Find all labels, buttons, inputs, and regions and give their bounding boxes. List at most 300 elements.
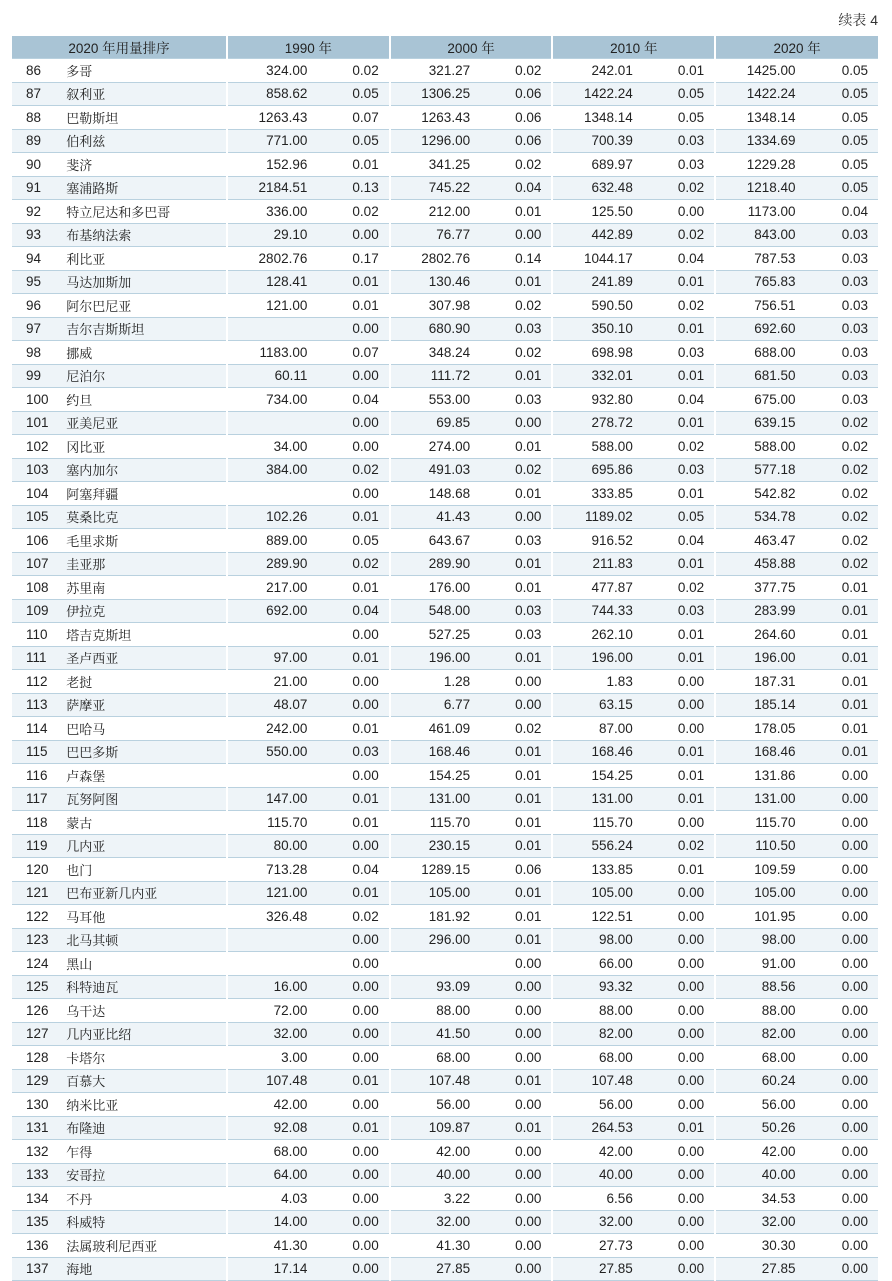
cell-country: 科特迪瓦 <box>56 975 227 999</box>
cell-2020-share: 0.00 <box>804 787 878 811</box>
header-2000: 2000 年 <box>390 36 553 59</box>
table-row <box>12 247 878 271</box>
cell-1990-value: 771.00 <box>227 129 315 153</box>
cell-country: 安哥拉 <box>56 1163 227 1187</box>
cell-1990-value: 32.00 <box>227 1022 315 1046</box>
cell-2020-value: 588.00 <box>715 435 803 459</box>
cell-rank: 109 <box>12 599 56 623</box>
cell-rank: 103 <box>12 458 56 482</box>
cell-2010-value: 477.87 <box>552 576 640 600</box>
cell-2020-value: 185.14 <box>715 693 803 717</box>
cell-2010-share: 0.00 <box>641 1163 715 1187</box>
cell-1990-share: 0.02 <box>315 552 389 576</box>
cell-1990-share: 0.00 <box>315 764 389 788</box>
table-row <box>12 176 878 200</box>
cell-country: 吉尔吉斯斯坦 <box>56 317 227 341</box>
cell-2000-value: 56.00 <box>390 1093 478 1117</box>
cell-1990-share: 0.00 <box>315 364 389 388</box>
cell-1990-value: 121.00 <box>227 881 315 905</box>
cell-1990-share: 0.00 <box>315 975 389 999</box>
cell-2010-share: 0.00 <box>641 717 715 741</box>
cell-1990-value: 72.00 <box>227 999 315 1023</box>
cell-country: 科威特 <box>56 1210 227 1234</box>
cell-1990-value: 128.41 <box>227 270 315 294</box>
cell-country: 乍得 <box>56 1140 227 1164</box>
table-row <box>12 1210 878 1234</box>
cell-2000-value: 41.43 <box>390 505 478 529</box>
cell-1990-value: 34.00 <box>227 435 315 459</box>
cell-2010-value: 350.10 <box>552 317 640 341</box>
table-row <box>12 740 878 764</box>
table-row <box>12 59 878 83</box>
cell-2010-share: 0.00 <box>641 693 715 717</box>
cell-country: 黑山 <box>56 952 227 976</box>
cell-2010-share: 0.00 <box>641 1093 715 1117</box>
cell-2000-value: 40.00 <box>390 1163 478 1187</box>
cell-2010-share: 0.00 <box>641 1022 715 1046</box>
cell-2020-value: 42.00 <box>715 1140 803 1164</box>
cell-2020-share: 0.00 <box>804 1093 878 1117</box>
cell-2010-share: 0.05 <box>641 82 715 106</box>
cell-2000-value: 6.77 <box>390 693 478 717</box>
cell-2000-share: 0.01 <box>478 646 552 670</box>
cell-2010-value: 56.00 <box>552 1093 640 1117</box>
cell-2000-share: 0.01 <box>478 1116 552 1140</box>
table-row <box>12 717 878 741</box>
cell-1990-share: 0.07 <box>315 106 389 130</box>
cell-country: 布基纳法索 <box>56 223 227 247</box>
cell-1990-value: 889.00 <box>227 529 315 553</box>
cell-2010-share: 0.01 <box>641 1116 715 1140</box>
cell-2010-share: 0.01 <box>641 740 715 764</box>
cell-1990-value: 29.10 <box>227 223 315 247</box>
cell-1990-value: 80.00 <box>227 834 315 858</box>
cell-rank: 114 <box>12 717 56 741</box>
cell-2000-share: 0.01 <box>478 576 552 600</box>
cell-1990-share: 0.00 <box>315 952 389 976</box>
cell-1990-share: 0.02 <box>315 59 389 83</box>
cell-country: 北马其顿 <box>56 928 227 952</box>
cell-country: 卢森堡 <box>56 764 227 788</box>
table-row <box>12 505 878 529</box>
cell-2010-value: 125.50 <box>552 200 640 224</box>
cell-2010-share: 0.03 <box>641 599 715 623</box>
cell-2010-value: 744.33 <box>552 599 640 623</box>
table-row <box>12 834 878 858</box>
cell-2000-share: 0.00 <box>478 1210 552 1234</box>
cell-country: 尼泊尔 <box>56 364 227 388</box>
cell-2020-share: 0.01 <box>804 693 878 717</box>
header-2020: 2020 年 <box>715 36 878 59</box>
cell-2000-share: 0.00 <box>478 1140 552 1164</box>
table-row <box>12 1163 878 1187</box>
cell-2010-share: 0.02 <box>641 435 715 459</box>
cell-2010-share: 0.01 <box>641 646 715 670</box>
table-row <box>12 975 878 999</box>
cell-country: 也门 <box>56 858 227 882</box>
cell-2000-value: 296.00 <box>390 928 478 952</box>
table-row <box>12 294 878 318</box>
table-row <box>12 82 878 106</box>
cell-2020-share: 0.03 <box>804 317 878 341</box>
cell-country: 亚美尼亚 <box>56 411 227 435</box>
cell-2010-value: 332.01 <box>552 364 640 388</box>
cell-2000-value: 131.00 <box>390 787 478 811</box>
cell-2020-value: 131.86 <box>715 764 803 788</box>
cell-2020-share: 0.01 <box>804 599 878 623</box>
cell-2020-share: 0.03 <box>804 388 878 412</box>
cell-2020-share: 0.02 <box>804 529 878 553</box>
cell-1990-value: 858.62 <box>227 82 315 106</box>
cell-2010-value: 590.50 <box>552 294 640 318</box>
cell-1990-share: 0.01 <box>315 1116 389 1140</box>
table-row <box>12 576 878 600</box>
table-row <box>12 764 878 788</box>
cell-2010-value: 242.01 <box>552 59 640 83</box>
cell-2020-share: 0.00 <box>804 1116 878 1140</box>
cell-2020-value: 115.70 <box>715 811 803 835</box>
cell-1990-share: 0.13 <box>315 176 389 200</box>
cell-2010-share: 0.05 <box>641 106 715 130</box>
cell-1990-share: 0.00 <box>315 623 389 647</box>
cell-rank: 118 <box>12 811 56 835</box>
cell-2020-share: 0.02 <box>804 552 878 576</box>
cell-country: 瓦努阿图 <box>56 787 227 811</box>
table-row <box>12 129 878 153</box>
cell-2020-share: 0.01 <box>804 576 878 600</box>
cell-2000-value: 745.22 <box>390 176 478 200</box>
cell-2000-value: 1289.15 <box>390 858 478 882</box>
cell-2020-value: 765.83 <box>715 270 803 294</box>
cell-rank: 97 <box>12 317 56 341</box>
cell-2010-value: 632.48 <box>552 176 640 200</box>
cell-country: 百慕大 <box>56 1069 227 1093</box>
cell-rank: 126 <box>12 999 56 1023</box>
cell-1990-value: 48.07 <box>227 693 315 717</box>
cell-2010-share: 0.01 <box>641 787 715 811</box>
cell-1990-value: 713.28 <box>227 858 315 882</box>
cell-1990-value: 68.00 <box>227 1140 315 1164</box>
cell-1990-value: 17.14 <box>227 1257 315 1281</box>
cell-2000-share: 0.06 <box>478 129 552 153</box>
cell-2000-share: 0.03 <box>478 529 552 553</box>
cell-rank: 133 <box>12 1163 56 1187</box>
cell-2000-share: 0.03 <box>478 388 552 412</box>
cell-2000-share: 0.01 <box>478 482 552 506</box>
cell-2000-share: 0.00 <box>478 1163 552 1187</box>
cell-2000-value: 3.22 <box>390 1187 478 1211</box>
cell-2000-value: 93.09 <box>390 975 478 999</box>
cell-2010-value: 105.00 <box>552 881 640 905</box>
cell-rank: 87 <box>12 82 56 106</box>
cell-2010-value: 333.85 <box>552 482 640 506</box>
cell-2020-share: 0.05 <box>804 176 878 200</box>
cell-2020-share: 0.00 <box>804 1234 878 1258</box>
cell-2000-share: 0.06 <box>478 106 552 130</box>
cell-2010-share: 0.03 <box>641 153 715 177</box>
cell-rank: 99 <box>12 364 56 388</box>
cell-2010-value: 700.39 <box>552 129 640 153</box>
cell-2010-share: 0.01 <box>641 270 715 294</box>
cell-2000-value: 88.00 <box>390 999 478 1023</box>
cell-2010-value: 66.00 <box>552 952 640 976</box>
cell-rank: 137 <box>12 1257 56 1281</box>
cell-2010-share: 0.04 <box>641 247 715 271</box>
cell-2010-value: 278.72 <box>552 411 640 435</box>
cell-1990-value: 60.11 <box>227 364 315 388</box>
cell-1990-share: 0.02 <box>315 905 389 929</box>
cell-1990-value <box>227 317 315 341</box>
table-row <box>12 153 878 177</box>
cell-1990-value: 242.00 <box>227 717 315 741</box>
cell-2000-value: 130.46 <box>390 270 478 294</box>
cell-2010-value: 93.32 <box>552 975 640 999</box>
cell-2020-value: 109.59 <box>715 858 803 882</box>
cell-rank: 122 <box>12 905 56 929</box>
table-row <box>12 341 878 365</box>
cell-1990-value: 107.48 <box>227 1069 315 1093</box>
cell-2020-value: 56.00 <box>715 1093 803 1117</box>
cell-2010-share: 0.00 <box>641 200 715 224</box>
table-row <box>12 599 878 623</box>
cell-2020-value: 1229.28 <box>715 153 803 177</box>
cell-country: 塞浦路斯 <box>56 176 227 200</box>
cell-2020-share: 0.03 <box>804 247 878 271</box>
cell-1990-value: 152.96 <box>227 153 315 177</box>
cell-2020-share: 0.03 <box>804 270 878 294</box>
cell-rank: 117 <box>12 787 56 811</box>
cell-2020-value: 639.15 <box>715 411 803 435</box>
cell-2000-share: 0.01 <box>478 435 552 459</box>
cell-1990-share: 0.07 <box>315 341 389 365</box>
cell-rank: 135 <box>12 1210 56 1234</box>
cell-rank: 106 <box>12 529 56 553</box>
table-row <box>12 905 878 929</box>
cell-2010-share: 0.00 <box>641 881 715 905</box>
cell-2010-share: 0.01 <box>641 482 715 506</box>
cell-2000-share: 0.02 <box>478 153 552 177</box>
cell-1990-value <box>227 928 315 952</box>
cell-2020-share: 0.04 <box>804 200 878 224</box>
cell-2020-value: 843.00 <box>715 223 803 247</box>
cell-2020-share: 0.00 <box>804 1210 878 1234</box>
cell-2020-share: 0.00 <box>804 928 878 952</box>
cell-2000-value: 643.67 <box>390 529 478 553</box>
cell-1990-share: 0.00 <box>315 1234 389 1258</box>
cell-2000-value: 115.70 <box>390 811 478 835</box>
cell-2010-value: 154.25 <box>552 764 640 788</box>
cell-2020-value: 68.00 <box>715 1046 803 1070</box>
cell-country: 老挝 <box>56 670 227 694</box>
cell-2000-share: 0.01 <box>478 740 552 764</box>
cell-2000-share: 0.02 <box>478 717 552 741</box>
cell-2000-value: 230.15 <box>390 834 478 858</box>
cell-2020-share: 0.00 <box>804 952 878 976</box>
cell-2020-value: 688.00 <box>715 341 803 365</box>
cell-2010-share: 0.00 <box>641 811 715 835</box>
cell-country: 几内亚 <box>56 834 227 858</box>
cell-rank: 102 <box>12 435 56 459</box>
cell-country: 巴哈马 <box>56 717 227 741</box>
cell-2000-value: 42.00 <box>390 1140 478 1164</box>
cell-2020-value: 32.00 <box>715 1210 803 1234</box>
cell-2010-share: 0.00 <box>641 1257 715 1281</box>
cell-2000-value: 2802.76 <box>390 247 478 271</box>
cell-2010-value: 133.85 <box>552 858 640 882</box>
cell-1990-share: 0.01 <box>315 717 389 741</box>
cell-rank: 88 <box>12 106 56 130</box>
cell-2010-share: 0.00 <box>641 928 715 952</box>
cell-2000-value: 32.00 <box>390 1210 478 1234</box>
cell-1990-value: 1183.00 <box>227 341 315 365</box>
cell-country: 马耳他 <box>56 905 227 929</box>
cell-2020-value: 577.18 <box>715 458 803 482</box>
cell-2010-value: 916.52 <box>552 529 640 553</box>
cell-1990-share: 0.17 <box>315 247 389 271</box>
cell-2010-share: 0.00 <box>641 952 715 976</box>
cell-rank: 91 <box>12 176 56 200</box>
cell-2000-value: 69.85 <box>390 411 478 435</box>
cell-2020-value: 101.95 <box>715 905 803 929</box>
cell-1990-share: 0.01 <box>315 270 389 294</box>
cell-1990-share: 0.00 <box>315 1163 389 1187</box>
cell-2020-share: 0.05 <box>804 82 878 106</box>
cell-2000-share: 0.00 <box>478 1093 552 1117</box>
cell-2010-value: 42.00 <box>552 1140 640 1164</box>
cell-1990-share: 0.00 <box>315 1022 389 1046</box>
cell-rank: 115 <box>12 740 56 764</box>
cell-1990-share: 0.01 <box>315 576 389 600</box>
cell-country: 蒙古 <box>56 811 227 835</box>
cell-1990-share: 0.00 <box>315 999 389 1023</box>
cell-2000-share: 0.01 <box>478 834 552 858</box>
cell-2000-share: 0.02 <box>478 341 552 365</box>
cell-2020-share: 0.00 <box>804 1046 878 1070</box>
cell-country: 利比亚 <box>56 247 227 271</box>
cell-2000-value: 181.92 <box>390 905 478 929</box>
cell-rank: 116 <box>12 764 56 788</box>
cell-rank: 120 <box>12 858 56 882</box>
cell-2000-value: 154.25 <box>390 764 478 788</box>
cell-2000-share: 0.01 <box>478 787 552 811</box>
cell-2020-share: 0.01 <box>804 623 878 647</box>
cell-2020-share: 0.00 <box>804 975 878 999</box>
cell-2010-share: 0.00 <box>641 999 715 1023</box>
cell-rank: 121 <box>12 881 56 905</box>
cell-2000-value: 105.00 <box>390 881 478 905</box>
cell-2020-value: 1334.69 <box>715 129 803 153</box>
table-row <box>12 458 878 482</box>
cell-2020-share: 0.00 <box>804 1140 878 1164</box>
table-header <box>12 36 878 59</box>
cell-country: 阿尔巴尼亚 <box>56 294 227 318</box>
table-row <box>12 1187 878 1211</box>
cell-2020-share: 0.03 <box>804 341 878 365</box>
cell-2020-value: 82.00 <box>715 1022 803 1046</box>
cell-1990-share: 0.00 <box>315 1140 389 1164</box>
cell-2000-value: 212.00 <box>390 200 478 224</box>
cell-2020-share: 0.00 <box>804 1163 878 1187</box>
cell-1990-value: 1263.43 <box>227 106 315 130</box>
cell-rank: 136 <box>12 1234 56 1258</box>
cell-2020-share: 0.02 <box>804 411 878 435</box>
cell-1990-share: 0.00 <box>315 223 389 247</box>
cell-2010-value: 27.85 <box>552 1257 640 1281</box>
cell-2000-value: 41.50 <box>390 1022 478 1046</box>
cell-2020-value: 534.78 <box>715 505 803 529</box>
cell-2010-share: 0.01 <box>641 764 715 788</box>
cell-1990-share: 0.03 <box>315 740 389 764</box>
cell-country: 乌干达 <box>56 999 227 1023</box>
cell-2020-value: 88.56 <box>715 975 803 999</box>
cell-rank: 89 <box>12 129 56 153</box>
cell-2010-share: 0.04 <box>641 388 715 412</box>
cell-rank: 96 <box>12 294 56 318</box>
cell-1990-share: 0.00 <box>315 1187 389 1211</box>
cell-country: 圣卢西亚 <box>56 646 227 670</box>
table-row <box>12 1140 878 1164</box>
cell-2020-share: 0.02 <box>804 505 878 529</box>
cell-2020-value: 98.00 <box>715 928 803 952</box>
cell-country: 伯利兹 <box>56 129 227 153</box>
cell-rank: 101 <box>12 411 56 435</box>
cell-1990-share: 0.00 <box>315 928 389 952</box>
cell-2000-share: 0.00 <box>478 1046 552 1070</box>
cell-rank: 134 <box>12 1187 56 1211</box>
cell-2000-value: 1306.25 <box>390 82 478 106</box>
cell-2010-share: 0.00 <box>641 1069 715 1093</box>
cell-2000-value: 41.30 <box>390 1234 478 1258</box>
cell-2020-value: 1422.24 <box>715 82 803 106</box>
cell-2010-value: 88.00 <box>552 999 640 1023</box>
cell-2000-share: 0.01 <box>478 200 552 224</box>
cell-2020-value: 1218.40 <box>715 176 803 200</box>
table-row <box>12 364 878 388</box>
cell-country: 伊拉克 <box>56 599 227 623</box>
cell-1990-value: 97.00 <box>227 646 315 670</box>
cell-2020-value: 30.30 <box>715 1234 803 1258</box>
cell-rank: 110 <box>12 623 56 647</box>
cell-rank: 94 <box>12 247 56 271</box>
cell-2000-value: 341.25 <box>390 153 478 177</box>
table-body <box>12 59 878 1281</box>
table-row <box>12 952 878 976</box>
cell-1990-value: 217.00 <box>227 576 315 600</box>
cell-1990-value: 121.00 <box>227 294 315 318</box>
cell-2020-value: 196.00 <box>715 646 803 670</box>
cell-2010-share: 0.01 <box>641 317 715 341</box>
cell-2010-share: 0.03 <box>641 341 715 365</box>
cell-2010-value: 6.56 <box>552 1187 640 1211</box>
cell-2000-share: 0.00 <box>478 1187 552 1211</box>
table-row <box>12 787 878 811</box>
cell-2020-share: 0.01 <box>804 717 878 741</box>
cell-2010-value: 262.10 <box>552 623 640 647</box>
cell-2000-value: 176.00 <box>390 576 478 600</box>
cell-country: 巴布亚新几内亚 <box>56 881 227 905</box>
cell-1990-value: 384.00 <box>227 458 315 482</box>
cell-country: 巴巴多斯 <box>56 740 227 764</box>
table-row <box>12 646 878 670</box>
cell-2020-value: 187.31 <box>715 670 803 694</box>
cell-2000-value: 348.24 <box>390 341 478 365</box>
table-row <box>12 435 878 459</box>
cell-2020-share: 0.00 <box>804 834 878 858</box>
cell-2010-value: 27.73 <box>552 1234 640 1258</box>
cell-2010-value: 264.53 <box>552 1116 640 1140</box>
cell-country: 塔吉克斯坦 <box>56 623 227 647</box>
cell-2020-share: 0.03 <box>804 294 878 318</box>
